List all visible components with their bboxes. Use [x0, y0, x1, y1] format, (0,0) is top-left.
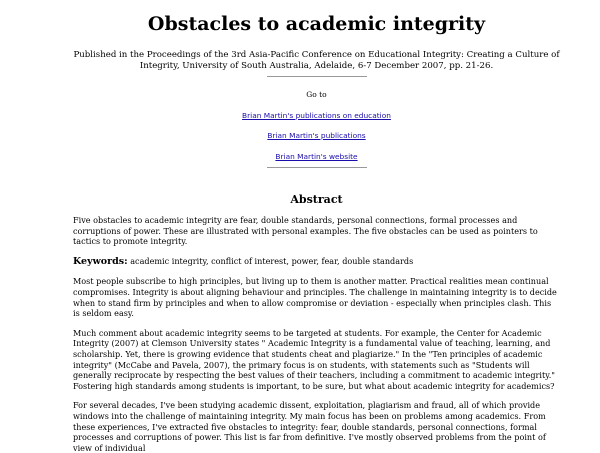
divider-bottom — [267, 167, 367, 168]
paragraph-1: Most people subscribe to high principles, but living up to them is another matter. Practical realities mean continual compromises. Integrity is about aligning behaviour and principles. The challenge in maintaining integrity is to decide when to stand firm by principles and when to allow compromise or deviation - especially when principles clash. This is seldom easy. — [73, 276, 557, 319]
page — [0, 12, 600, 453]
goto-label: Go to — [306, 90, 327, 99]
paragraph-2: Much comment about academic integrity seems to be targeted at students. For example, the Center for Academic Integrity (2007) at Clemson University states " Academic Integrity is a fundamental value of teaching, learning, and scholarship. Yet, there is growing evidence that students cheat and plagiarize." In the "Ten principles of academic integrity" (McCabe and Pavela, 2007), the primary focus is on students, with statements such as "Students will generally reciprocate by respecting the best values of their teachers, including a commitment to academic integrity." Fostering high standards among students is important, to be sure, but what about academic integrity for academics? — [73, 327, 556, 391]
paragraph-3: For several decades, I've been studying academic dissent, exploitation, plagiarism and fraud, all of which provide windows into the challenge of maintaining integrity. My main focus has been on problems among academics. From these experiences, I've extracted five obstacles to integrity: fear, double standards, personal connections, formal processes and corruptions of power. This list is far from definitive. I've mostly observed problems from the point of view of individual — [73, 400, 546, 453]
keywords-label: Keywords: — [73, 255, 128, 267]
publication-info: Published in the Proceedings of the 3rd Asia-Pacific Conference on Educational Integrity: Creating a Culture of Integrity, University of South Australia, Adelaide, 6-7 December 2007, pp. 21-26. — [73, 50, 560, 71]
nav-links — [73, 111, 560, 161]
link-website[interactable]: Brian Martin's website — [275, 152, 358, 161]
divider-top — [267, 76, 367, 77]
keywords-text: academic integrity, conflict of interest, power, fear, double standards — [127, 255, 414, 266]
keywords — [73, 256, 560, 268]
abstract-text: Five obstacles to academic integrity are fear, double standards, personal connections, formal processes and corruptions of power. These are illustrated with personal examples. The five obstacles can be used as pointers to tactics to promote integrity. — [73, 215, 538, 247]
link-publications-education[interactable]: Brian Martin's publications on education — [242, 111, 391, 120]
page-title: Obstacles to academic integrity — [147, 13, 486, 35]
link-publications[interactable]: Brian Martin's publications — [267, 131, 366, 140]
abstract-heading: Abstract — [290, 193, 343, 206]
